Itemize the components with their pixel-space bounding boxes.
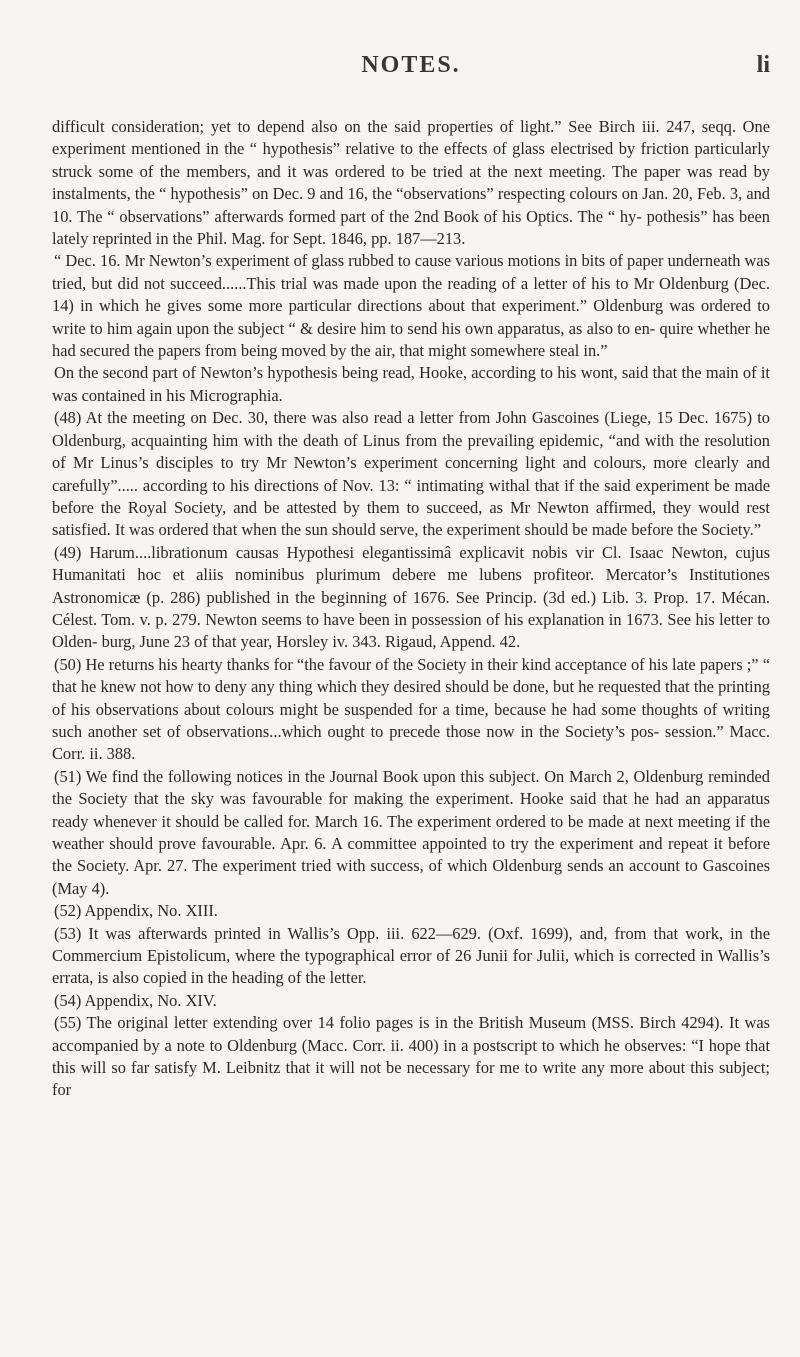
notes-body bbox=[52, 116, 770, 1102]
note-55: (55) The original letter extending over 14 folio pages is in the British Museum (MSS. Birch 4294). It was accompanied by a note to Oldenburg (Macc. Corr. ii. 400) in a postscript to which he observes: “I hope that this will so far satisfy M. Leibnitz that it will not be necessary for me to write any more about this subject; for bbox=[52, 1013, 770, 1100]
paragraph: difficult consideration; yet to depend also on the said properties of light.” See Birch iii. 247, seqq. One experiment mentioned in the “ hypothesis” relative to the effects of glass electrised by friction particularly struck some of the members, and it was ordered to be tried at the next meeting. The paper was read by instalments, the “ hypothesis” on Dec. 9 and 16, the “observations” respecting colours on Jan. 20, Feb. 3, and 10. The “ observations” afterwards formed part of the 2nd Book of his Optics. The “ hy- pothesis” has been lately reprinted in the Phil. Mag. for Sept. 1846, pp. 187—213. bbox=[52, 117, 770, 249]
note-48: (48) At the meeting on Dec. 30, there was also read a letter from John Gascoines (Liege, 15 Dec. 1675) to Oldenburg, acquainting him with the death of Linus from the prevailing epidemic, “and with the resolution of Mr Linus’s disciples to try Mr Newton’s experiment concerning light and colours, more clearly and carefully”..... according to his directions of Nov. 13: “ intimating withal that if the said experiment be made before the Royal Society, and be attested by them to succeed, as Mr Newton affirmed, they would rest satisfied. It was ordered that when the sun should serve, the experiment should be made before the Society.” bbox=[52, 408, 770, 540]
note-49: (49) Harum....librationum causas Hypothesi elegantissimâ explicavit nobis vir Cl. Isaac Newton, cujus Humanitati hoc et aliis nominibus plurimum debere me lubens profiteor. Mercator’s Institutiones Astronomicæ (p. 286) published in the beginning of 1676. See Princip. (3d ed.) Lib. 3. Prop. 17. Mécan. Célest. Tom. v. p. 279. Newton seems to have been in possession of his explanation in 1673. See his letter to Olden- burg, June 23 of that year, Horsley iv. 343. Rigaud, Append. 42. bbox=[52, 542, 770, 652]
note-53: (53) It was afterwards printed in Wallis’s Opp. iii. 622—629. (Oxf. 1699), and, from that work, in the Commercium Epistolicum, where the typographical error of 26 Junii for Julii, which is corrected in Wallis’s errata, is also copied in the heading of the letter. bbox=[52, 923, 770, 988]
page-number: li bbox=[756, 52, 770, 78]
note-52: (52) Appendix, No. XIII. bbox=[54, 901, 218, 921]
note-50: (50) He returns his hearty thanks for “the favour of the Society in their kind acceptance of his late papers ;” “ that he knew not how to deny any thing which they desired should be done, but he requested that the printing of his observations about colours might be suspended for a time, because he had some thoughts of writing such another set of observations...which ought to precede those now in the Society’s pos- session.” Macc. Corr. ii. 388. bbox=[52, 654, 770, 764]
paragraph: “ Dec. 16. Mr Newton’s experiment of glass rubbed to cause various motions in bits of paper underneath was tried, but did not succeed......This trial was made upon the reading of a letter of his to Mr Oldenburg (Dec. 14) in which he gives some more particular directions about that experiment.” Oldenburg was ordered to write to him again upon the subject “ & desire him to send his own apparatus, as also to en- quire whether he had secured the papers from being moved by the air, that might somewhere steal in.” bbox=[52, 251, 770, 361]
page-title: NOTES. bbox=[361, 52, 461, 78]
paragraph: On the second part of Newton’s hypothesis being read, Hooke, according to his wont, said that the main of it was contained in his Micrographia. bbox=[52, 363, 770, 405]
running-head bbox=[52, 52, 770, 86]
note-54: (54) Appendix, No. XIV. bbox=[54, 990, 217, 1010]
note-51: (51) We find the following notices in the Journal Book upon this subject. On March 2, Oldenburg reminded the Society that the sky was favourable for making the experiment. Hooke said that he had an apparatus ready whenever it should be called for. March 16. The experiment ordered to be made at next meeting if the weather should prove favourable. Apr. 6. A committee appointed to try the experiment and repeat it before the Society. Apr. 27. The experiment tried with success, of which Oldenburg sends an account to Gascoines (May 4). bbox=[52, 766, 770, 898]
